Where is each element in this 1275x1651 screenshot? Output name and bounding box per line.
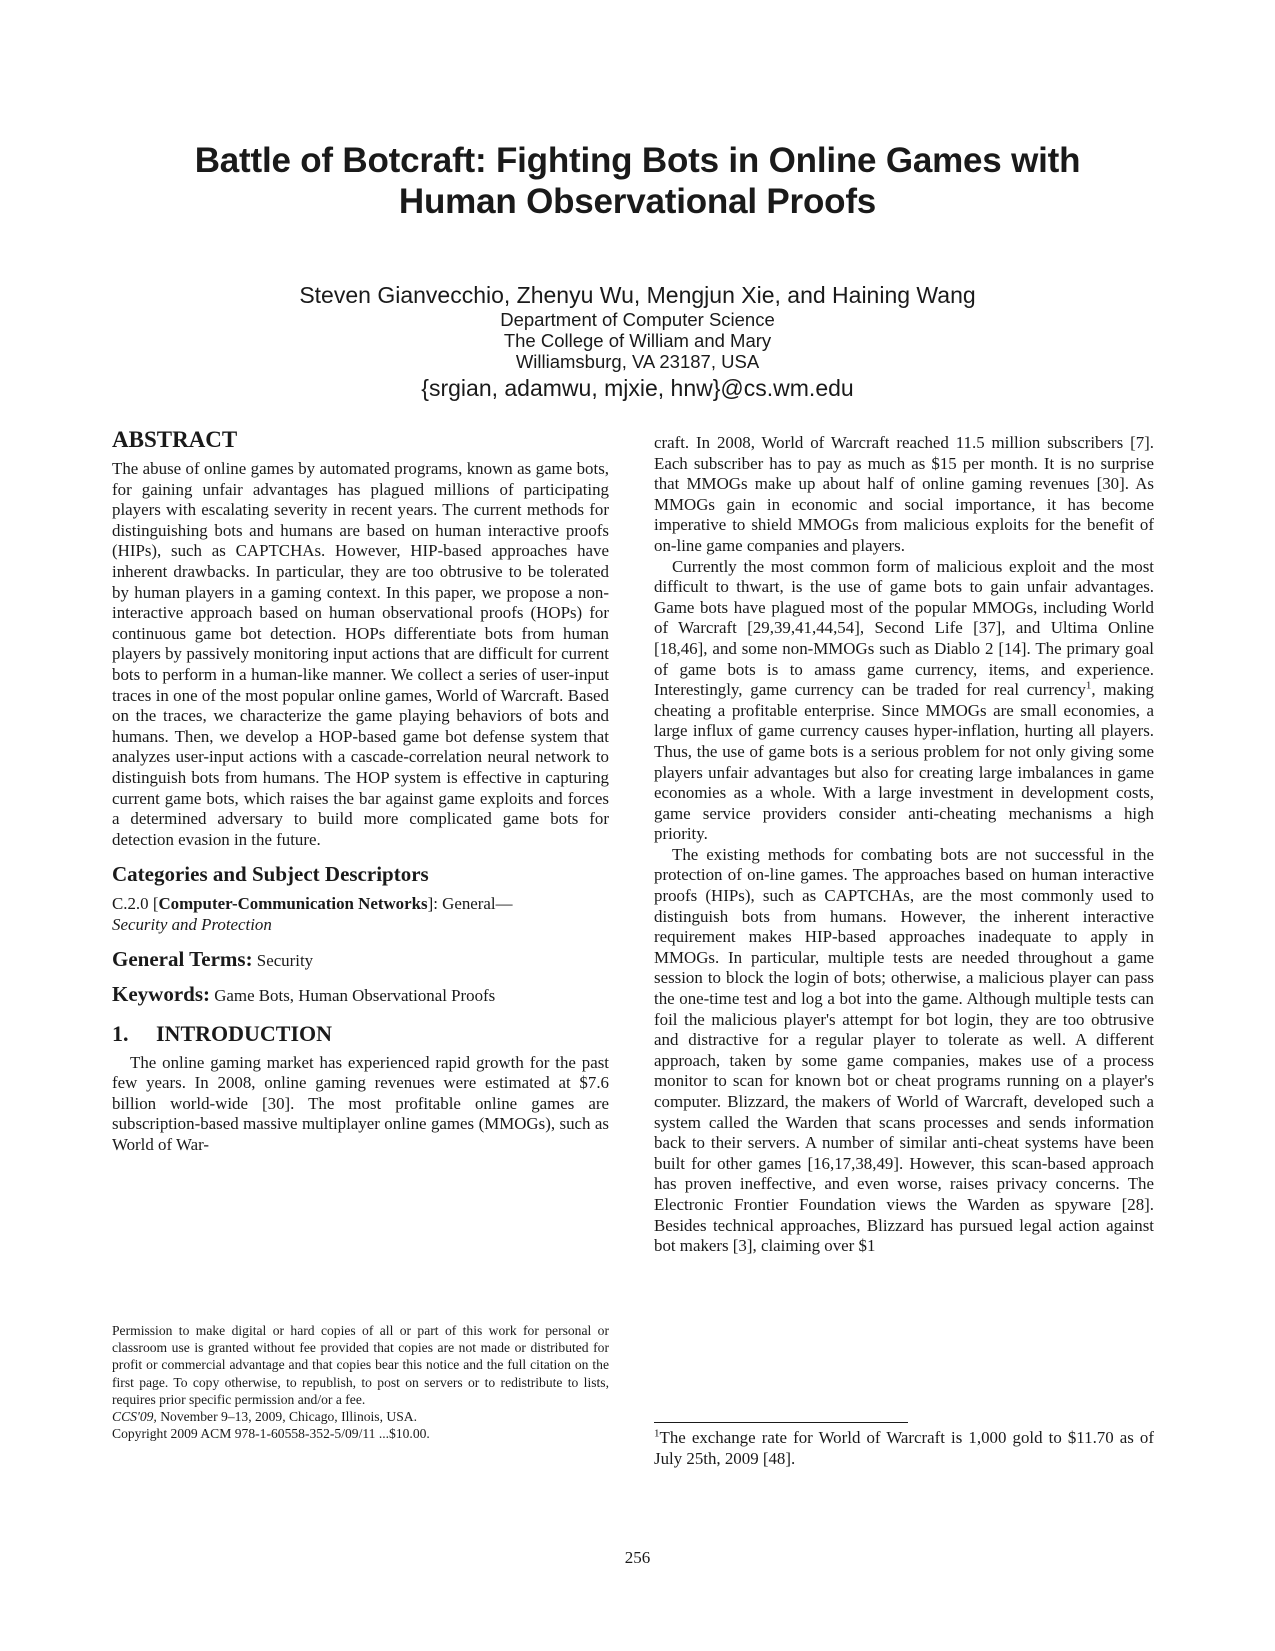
permission-block xyxy=(112,1322,609,1442)
categories-heading: Categories and Subject Descriptors xyxy=(112,862,429,887)
right-paragraph-2-part-b: , making cheating a profitable enterprise. Since MMOGs are small economies, a large influx of game currency causes hyper-inflation, hurting all players. Thus, the use of game bots is a serious problem for not only giving some players unfair advantages but also for creating large imbalances in game economies as a whole. With a large investment in development costs, game service providers consider anti-cheating mechanisms a high priority. xyxy=(654,680,1155,844)
right-paragraph-2 xyxy=(654,557,1154,845)
abstract-heading: ABSTRACT xyxy=(112,427,238,452)
introduction-heading xyxy=(112,1021,609,1047)
page-number: 256 xyxy=(624,1548,651,1567)
conference-line xyxy=(112,1408,609,1425)
categories-text xyxy=(112,894,609,935)
categories-name: Computer-Communication Networks xyxy=(158,894,428,914)
author-location: Williamsburg, VA 23187, USA xyxy=(515,351,760,372)
keywords xyxy=(112,984,609,1007)
footnote-text: The exchange rate for World of Warcraft is 1,000 gold to $11.70 as of July 25th, 2009 [48]. xyxy=(654,1428,1154,1468)
introduction-paragraph: The online gaming market has experienced rapid growth for the past few years. In 2008, online gaming revenues were estimated at $7.6 billion world-wide [30]. The most profitable online games are subscription-based massive multiplayer online games (MMOGs), such as World of War- xyxy=(112,1052,609,1155)
introduction-title: INTRODUCTION xyxy=(156,1020,333,1046)
author-emails: {srgian, adamwu, mjxie, hnw}@cs.wm.edu xyxy=(421,375,854,401)
categories-code: C.2.0 [ xyxy=(112,894,159,914)
title-line-2: Human Observational Proofs xyxy=(398,182,877,221)
author-institution: The College of William and Mary xyxy=(503,330,772,351)
author-block xyxy=(100,281,1175,402)
footnote-marker: 1 xyxy=(1085,679,1092,692)
copyright-line: Copyright 2009 ACM 978-1-60558-352-5/09/11 ...$10.00. xyxy=(112,1426,430,1442)
left-column xyxy=(112,427,609,1156)
footnote-text-line xyxy=(654,1428,1154,1469)
footnote xyxy=(654,1428,1154,1469)
paper-title xyxy=(100,140,1175,222)
introduction-number: 1. xyxy=(112,1020,129,1046)
conference-details: November 9–13, 2009, Chicago, Illinois, USA. xyxy=(156,1409,417,1425)
abstract-text: The abuse of online games by automated programs, known as game bots, for gaining unfair advantages has plagued millions of participating players with escalating severity in recent years. The current methods for distinguishing bots and humans are based on human interactive proofs (HIPs), such as CAPTCHAs. However, HIP-based approaches have inherent drawbacks. In particular, they are too obtrusive to be tolerated by human players in a gaming context. In this paper, we propose a non-interactive approach based on human observational proofs (HOPs) for continuous game bot detection. HOPs differentiate bots from human players by passively monitoring input actions that are difficult for current bots to perform in a human-like manner. We collect a series of user-input traces in one of the most popular online games, World of Warcraft. Based on the traces, we characterize the game playing behaviors of bots and humans. Then, we develop a HOP-based game bot defense system that analyzes user-input actions with a cascade-correlation neural network to distinguish bots from humans. The HOP system is effective in capturing current game bots, which raises the bar against game exploits and forces a determined adversary to build more complicated game bots for detection evasion in the future. xyxy=(112,459,609,849)
general-terms-text: Security xyxy=(256,951,314,971)
categories-italic: Security and Protection xyxy=(112,914,272,934)
footnote-rule xyxy=(654,1422,908,1423)
conference-name: CCS'09, xyxy=(112,1409,157,1425)
permission-text: Permission to make digital or hard copies of all or part of this work for personal or classroom use is granted without fee provided that copies are not made or distributed for profit or commercial advantage and that copies bear this notice and the full citation on the first page. To copy otherwise, to republish, to post on servers or to redistribute to lists, requires prior specific permission and/or a fee. xyxy=(112,1323,609,1407)
right-paragraph-3: The existing methods for combating bots are not successful in the protection of on-line games. The approaches based on human interactive proofs (HIPs), such as CAPTCHAs, are the most commonly used to distinguish bots from humans. However, the inherent interactive requirement makes HIP-based approaches inadequate to apply in MMOGs. In particular, multiple tests are needed throughout a game session to block the login of bots; otherwise, a malicious player can pass the one-time test and log a bot into the game. Although multiple tests can foil the malicious player's attempt for bot login, they are too obtrusive and distractive for a regular player to tolerate as well. A different approach, taken by some game companies, makes use of a process monitor to scan for known bot or cheat programs running on a player's computer. Blizzard, the makers of World of Warcraft, developed such a system called the Warden that scans processes and sends information back to their servers. A number of similar anti-cheat systems have been built for other games [16,17,38,49]. However, this scan-based approach has proven ineffective, and even worse, raises privacy concerns. The Electronic Frontier Foundation views the Warden as spyware [28]. Besides technical approaches, Blizzard has pursued legal action against bot makers [3], claiming over $1 xyxy=(654,844,1154,1256)
general-terms xyxy=(112,949,609,972)
general-terms-heading: General Terms: xyxy=(112,947,253,972)
keywords-text: Game Bots, Human Observational Proofs xyxy=(214,986,496,1006)
right-column xyxy=(654,433,1154,1257)
footnote-number: 1 xyxy=(654,1427,660,1440)
author-department: Department of Computer Science xyxy=(500,309,775,330)
author-names: Steven Gianvecchio, Zhenyu Wu, Mengjun Xie, and Haining Wang xyxy=(299,282,976,308)
categories-rest: ]: General— xyxy=(427,894,513,914)
keywords-heading: Keywords: xyxy=(112,982,210,1007)
right-paragraph-2-part-a: Currently the most common form of malicious exploit and the most difficult to thwart, is the use of game bots to gain unfair advantages. Game bots have plagued most of the popular MMOGs, including World of Warcraft [29,39,41,44,54], Second Life [37], and Ultima Online [18,46], and some non-MMOGs such as Diablo 2 [14]. The primary goal of game bots is to amass game currency, items, and experience. Interestingly, game currency can be traded for real currency xyxy=(654,556,1154,700)
right-paragraph-1: craft. In 2008, World of Warcraft reached 11.5 million subscribers [7]. Each subscriber has to pay as much as $15 per month. It is no surprise that MMOGs make up about half of online gaming revenues [30]. As MMOGs gain in economic and social importance, it has become imperative to shield MMOGs from malicious exploits for the benefit of on-line game companies and players. xyxy=(654,433,1154,555)
title-line-1: Battle of Botcraft: Fighting Bots in Online Games with xyxy=(194,141,1081,180)
